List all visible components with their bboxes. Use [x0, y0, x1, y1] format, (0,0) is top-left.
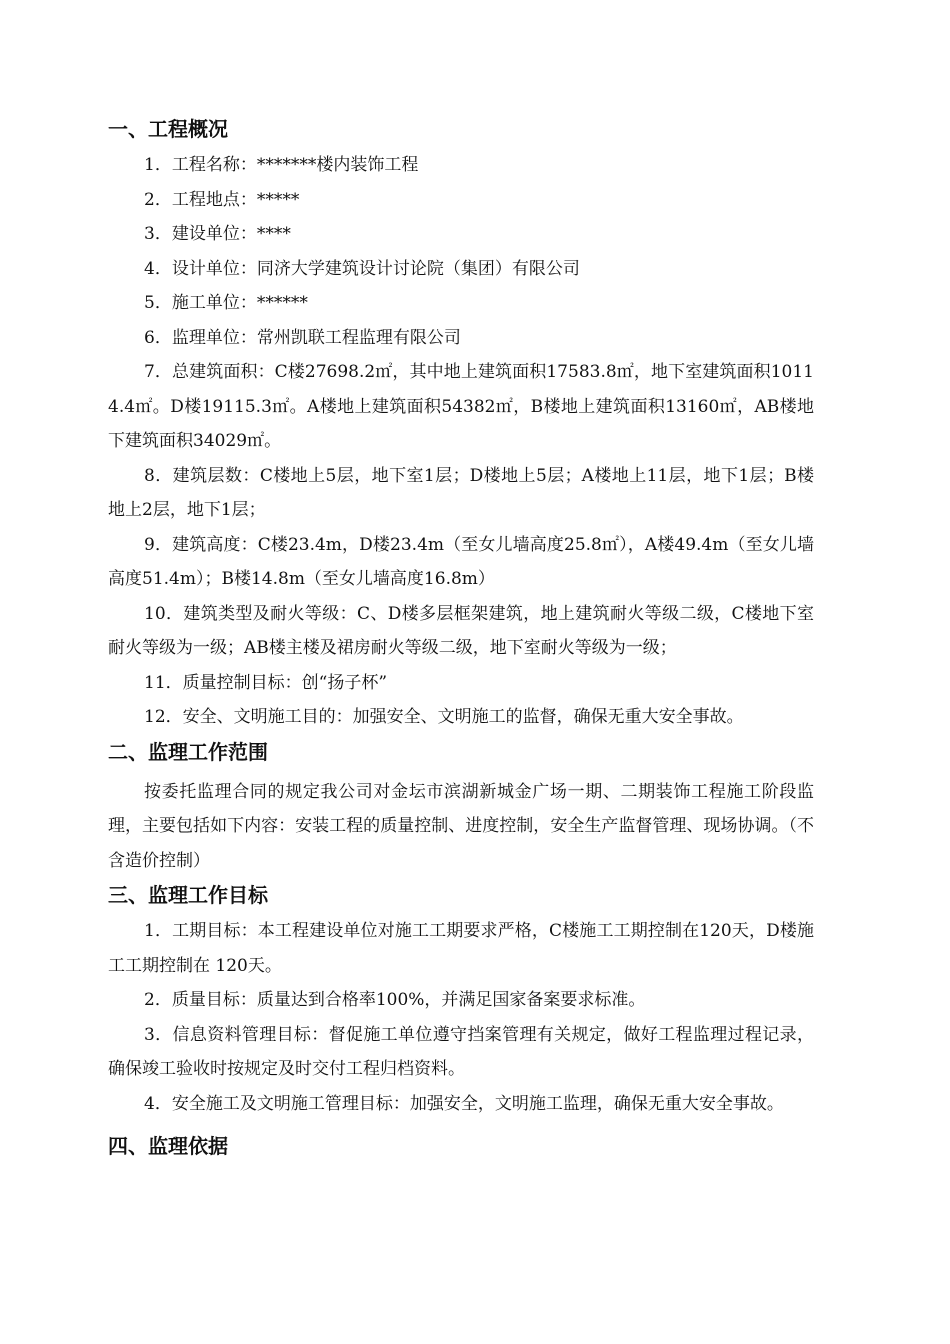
overview-item-5: 5．施工单位：******	[144, 293, 308, 313]
overview-item-2: 2．工程地点：*****	[144, 189, 300, 210]
section-heading-scope: 二、监理工作范围	[108, 739, 268, 764]
overview-item-6: 6．监理单位：常州凯联工程监理有限公司	[144, 327, 461, 348]
overview-item-1: 1．工程名称：*******楼内装饰工程	[144, 155, 419, 175]
overview-item-7: 7．总建筑面积：C楼27698.2㎡，其中地上建筑面积17583.8㎡，地下室建筑面积10114.4㎡。D楼19115.3㎡。A楼地上建筑面积54382㎡，B楼地上建筑面积13160㎡，AB楼地下建筑面积34029㎡。	[108, 362, 814, 451]
overview-item-3: 3．建设单位：****	[144, 224, 291, 244]
goals-item-2: 2．质量目标：质量达到合格率100%，并满足国家备案要求标准。	[144, 990, 646, 1010]
overview-item-9: 9．建筑高度：C楼23.4m，D楼23.4m（至女儿墙高度25.8㎡），A楼49.4m（至女儿墙高度51.4m）；B楼14.8m（至女儿墙高度16.8m）	[108, 534, 814, 589]
overview-item-11: 11．质量控制目标：创“扬子杯”	[144, 672, 388, 693]
section-heading-overview: 一、工程概况	[108, 117, 228, 141]
goals-item-1: 1．工期目标：本工程建设单位对施工工期要求严格，C楼施工工期控制在120天，D楼施工工期控制在 120天。	[108, 921, 814, 976]
overview-item-4: 4．设计单位：同济大学建筑设计讨论院（集团）有限公司	[144, 258, 580, 279]
goals-item-4: 4．安全施工及文明施工管理目标：加强安全，文明施工监理，确保无重大安全事故。	[144, 1093, 784, 1114]
section-heading-goals: 三、监理工作目标	[108, 883, 268, 907]
scope-paragraph: 按委托监理合同的规定我公司对金坛市滨湖新城金广场一期、二期装饰工程施工阶段监理，主要包括如下内容：安装工程的质量控制、进度控制，安全生产监督管理、现场协调。（不含造价控制）	[108, 781, 814, 871]
overview-item-12: 12．安全、文明施工目的：加强安全、文明施工的监督，确保无重大安全事故。	[144, 707, 744, 727]
overview-item-10: 10．建筑类型及耐火等级：C、D楼多层框架建筑，地上建筑耐火等级二级，C楼地下室耐火等级为一级；AB楼主楼及裙房耐火等级二级，地下室耐火等级为一级；	[108, 603, 814, 658]
goals-item-3: 3．信息资料管理目标：督促施工单位遵守挡案管理有关规定，做好工程监理过程记录，确保竣工验收时按规定及时交付工程归档资料。	[108, 1024, 814, 1079]
overview-item-8: 8．建筑层数：C楼地上5层，地下室1层；D楼地上5层；A楼地上11层，地下1层；B楼地上2层，地下1层；	[108, 465, 814, 520]
document-page	[108, 112, 814, 1163]
section-heading-basis: 四、监理依据	[108, 1134, 228, 1158]
